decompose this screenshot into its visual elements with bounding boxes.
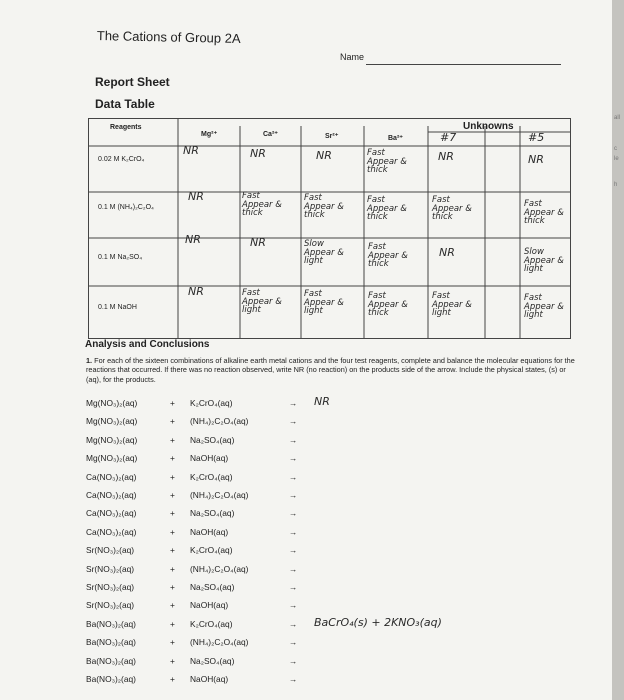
equation-reactant: Ca(NO₃)₂(aq) bbox=[86, 526, 137, 537]
observation-cell: NR bbox=[250, 147, 266, 160]
observation-cell: Fast Appear & light bbox=[304, 289, 344, 316]
cation-header-sr: Sr²⁺ bbox=[325, 133, 339, 140]
reaction-arrow: → bbox=[289, 545, 298, 556]
reagent-label: 0.1 M NaOH bbox=[98, 304, 137, 311]
equation-reagent: NaOH(aq) bbox=[190, 453, 229, 464]
equation-reagent: Na₂SO₄(aq) bbox=[190, 655, 235, 666]
observation-cell: Fast Appear & light bbox=[242, 288, 282, 315]
plus-sign: + bbox=[170, 453, 175, 464]
observation-cell: Fast Appear & thick bbox=[367, 148, 407, 175]
equation-row bbox=[86, 435, 606, 451]
equation-reactant: Ca(NO₃)₂(aq) bbox=[86, 471, 137, 482]
equation-row bbox=[86, 674, 606, 690]
equation-reactant: Mg(NO₃)₂(aq) bbox=[86, 453, 138, 464]
equation-reactant: Mg(NO₃)₂(aq) bbox=[86, 434, 138, 445]
plus-sign: + bbox=[170, 582, 175, 592]
equation-row bbox=[86, 395, 606, 414]
observation-cell: NR bbox=[188, 190, 204, 203]
reaction-arrow: → bbox=[289, 453, 298, 464]
plus-sign: + bbox=[170, 618, 175, 629]
cation-header-ba: Ba²⁺ bbox=[388, 135, 403, 142]
equation-reagent: Na₂SO₄(aq) bbox=[190, 434, 235, 445]
observation-cell: Fast Appear & light bbox=[524, 293, 564, 320]
page-title: The Cations of Group 2A bbox=[96, 28, 241, 47]
equation-reagent: (NH₄)₂C₂O₄(aq) bbox=[190, 637, 249, 648]
equation-reactant: Ba(NO₃)₂(aq) bbox=[86, 674, 136, 684]
equation-reagent: K₂CrO₄(aq) bbox=[190, 398, 233, 408]
equation-reactant: Mg(NO₃)₂(aq) bbox=[86, 398, 138, 408]
question-text: For each of the sixteen combinations of alkaline earth metal cations and the four test reagents, complete and balance the molecular equations for the reactions that occurred. If there was no reaction observed, write NR (no reaction) on the products side of the arrow. Include the physical states, (s) or (aq), for the products. bbox=[86, 356, 575, 384]
reaction-arrow: → bbox=[289, 471, 298, 482]
equation-reagent: NaOH(aq) bbox=[190, 526, 229, 537]
equation-row bbox=[86, 472, 606, 488]
observation-cell: Fast Appear & thick bbox=[524, 199, 564, 226]
plus-sign: + bbox=[170, 434, 175, 445]
reaction-arrow: → bbox=[289, 674, 298, 684]
observation-cell: Fast Appear & thick bbox=[367, 195, 407, 222]
question-1 bbox=[86, 356, 576, 384]
handwritten-product[interactable]: BaCrO₄(s) + 2KNO₃(aq) bbox=[314, 615, 442, 629]
equation-reactant: Ba(NO₃)₂(aq) bbox=[86, 655, 136, 666]
observation-cell: Slow Appear & light bbox=[304, 239, 344, 266]
plus-sign: + bbox=[170, 508, 175, 519]
plus-sign: + bbox=[170, 526, 175, 537]
edge-fragment: le bbox=[614, 156, 619, 162]
reaction-arrow: → bbox=[289, 600, 298, 611]
reaction-arrow: → bbox=[289, 398, 298, 408]
equation-reagent: (NH₄)₂C₂O₄(aq) bbox=[190, 490, 249, 500]
report-sheet-heading: Report Sheet bbox=[95, 75, 170, 89]
observation-cell: NR bbox=[528, 153, 544, 166]
observation-cell: Fast Appear & thick bbox=[368, 291, 408, 318]
equation-reagent: NaOH(aq) bbox=[190, 674, 229, 684]
observation-cell: NR bbox=[185, 233, 201, 246]
equation-reagent: Na₂SO₄(aq) bbox=[190, 582, 235, 592]
equation-reagent: NaOH(aq) bbox=[190, 600, 229, 611]
cation-header-mg: Mg²⁺ bbox=[201, 131, 218, 138]
reaction-arrow: → bbox=[289, 618, 298, 629]
equation-reagent: K₂CrO₄(aq) bbox=[190, 545, 233, 556]
plus-sign: + bbox=[170, 398, 175, 408]
equation-row bbox=[86, 582, 606, 598]
reaction-arrow: → bbox=[289, 655, 298, 666]
plus-sign: + bbox=[170, 655, 175, 666]
reaction-arrow: → bbox=[289, 582, 298, 592]
reaction-arrow: → bbox=[289, 508, 298, 519]
cation-header-ca: Ca²⁺ bbox=[263, 131, 278, 138]
observation-cell: NR bbox=[188, 285, 204, 298]
equation-row bbox=[86, 453, 606, 469]
equation-reactant: Ca(NO₃)₂(aq) bbox=[86, 508, 137, 519]
equation-row bbox=[86, 545, 606, 561]
reagent-label: 0.1 M (NH₄)₂C₂O₄ bbox=[98, 204, 154, 211]
plus-sign: + bbox=[170, 471, 175, 482]
equation-reactant: Ba(NO₃)₂(aq) bbox=[86, 637, 136, 648]
equation-reactant: Sr(NO₃)₂(aq) bbox=[86, 582, 135, 592]
plus-sign: + bbox=[170, 637, 175, 648]
analysis-heading: Analysis and Conclusions bbox=[85, 339, 210, 350]
equation-row bbox=[86, 490, 606, 506]
plus-sign: + bbox=[170, 545, 175, 556]
observation-cell: NR bbox=[250, 236, 266, 249]
question-number: 1. bbox=[86, 356, 93, 365]
unknowns-header: Unknowns bbox=[463, 121, 514, 132]
reaction-arrow: → bbox=[289, 563, 298, 574]
observation-cell: NR bbox=[316, 149, 332, 162]
name-line bbox=[366, 64, 561, 65]
equation-reactant: Sr(NO₃)₂(aq) bbox=[86, 563, 135, 574]
reaction-arrow: → bbox=[289, 434, 298, 445]
reaction-arrow: → bbox=[289, 637, 298, 648]
plus-sign: + bbox=[170, 416, 175, 427]
equation-reagent: K₂CrO₄(aq) bbox=[190, 471, 233, 482]
equation-reactant: Ba(NO₃)₂(aq) bbox=[86, 618, 136, 629]
adjacent-page-edge bbox=[612, 0, 624, 700]
edge-fragment: c bbox=[614, 146, 617, 152]
unknown-label-5: #5 bbox=[528, 131, 545, 144]
equation-reagent: (NH₄)₂C₂O₄(aq) bbox=[190, 563, 249, 574]
observation-cell: NR bbox=[439, 246, 455, 259]
equation-reagent: Na₂SO₄(aq) bbox=[190, 508, 235, 519]
edge-fragment: h bbox=[614, 182, 618, 188]
reagents-header: Reagents bbox=[110, 124, 142, 131]
observation-cell: Fast Appear & thick bbox=[368, 242, 408, 269]
plus-sign: + bbox=[170, 600, 175, 611]
equation-reagent: K₂CrO₄(aq) bbox=[190, 618, 233, 629]
plus-sign: + bbox=[170, 674, 175, 684]
equation-row bbox=[86, 600, 606, 616]
reagent-label: 0.02 M K₂CrO₄ bbox=[98, 156, 145, 163]
edge-fragment: all bbox=[614, 115, 621, 121]
equation-reactant: Ca(NO₃)₂(aq) bbox=[86, 490, 137, 500]
handwritten-product[interactable]: NR bbox=[314, 395, 330, 408]
reagent-label: 0.1 M Na₂SO₄ bbox=[98, 254, 143, 261]
observation-cell: Fast Appear & thick bbox=[304, 193, 344, 220]
equation-row bbox=[86, 564, 606, 580]
equation-reactant: Sr(NO₃)₂(aq) bbox=[86, 600, 135, 611]
data-table-heading: Data Table bbox=[95, 97, 155, 111]
equation-row bbox=[86, 637, 606, 653]
equation-reactant: Sr(NO₃)₂(aq) bbox=[86, 545, 135, 556]
equation-row bbox=[86, 416, 606, 432]
equation-row bbox=[86, 527, 606, 543]
observation-cell: Slow Appear & light bbox=[524, 247, 564, 274]
equation-reactant: Mg(NO₃)₂(aq) bbox=[86, 416, 138, 427]
equation-row bbox=[86, 656, 606, 672]
observation-cell: Fast Appear & thick bbox=[242, 191, 282, 218]
plus-sign: + bbox=[170, 563, 175, 574]
data-table bbox=[88, 112, 571, 340]
equation-reagent: (NH₄)₂C₂O₄(aq) bbox=[190, 416, 249, 427]
observation-cell: NR bbox=[438, 150, 454, 163]
plus-sign: + bbox=[170, 490, 175, 500]
reaction-arrow: → bbox=[289, 416, 298, 427]
name-label: Name bbox=[340, 52, 365, 62]
observation-cell: Fast Appear & thick bbox=[432, 195, 472, 222]
observation-cell: Fast Appear & light bbox=[432, 291, 472, 318]
equation-row bbox=[86, 508, 606, 524]
unknown-label-7: #7 bbox=[440, 131, 457, 144]
observation-cell: NR bbox=[183, 144, 199, 157]
equation-row bbox=[86, 615, 606, 635]
reaction-arrow: → bbox=[289, 490, 298, 500]
reaction-arrow: → bbox=[289, 526, 298, 537]
